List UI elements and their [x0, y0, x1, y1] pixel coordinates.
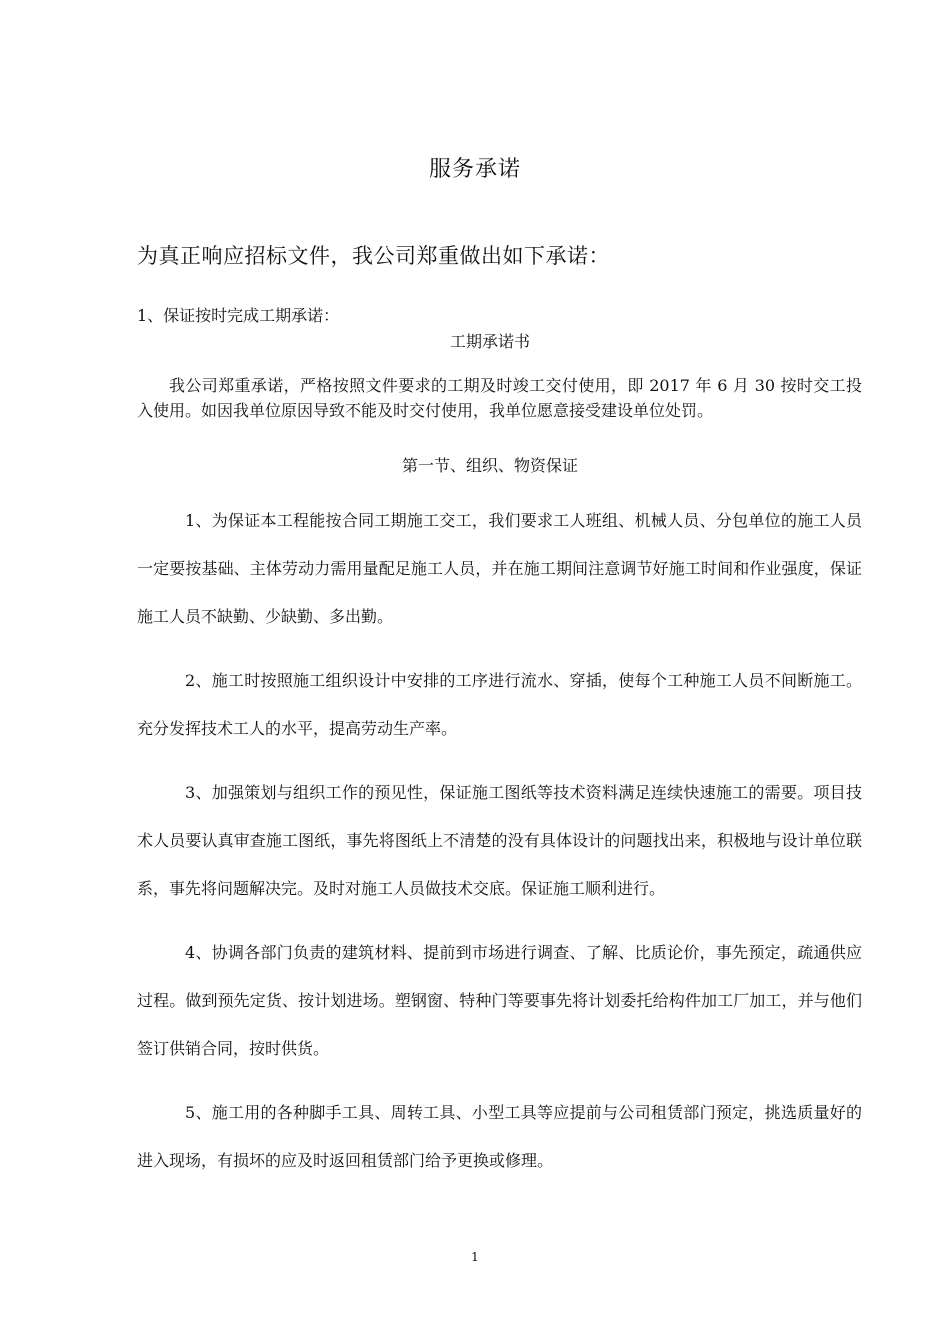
- guarantee-item-3: 3、加强策划与组织工作的预见性，保证施工图纸等技术资料满足连续快速施工的需要。项目技术人员要认真审查施工图纸，事先将图纸上不清楚的没有具体设计的问题找出来，积极地与设计单位联系，事先将问题解决完。及时对施工人员做技术交底。保证施工顺利进行。: [137, 783, 862, 898]
- pledge-paragraph: 我公司郑重承诺，严格按照文件要求的工期及时竣工交付使用，即 2017 年 6 月 30 按时交工投入使用。如因我单位原因导致不能及时交付使用，我单位愿意接受建设单位处罚。: [137, 376, 862, 420]
- guarantee-item-4: 4、协调各部门负责的建筑材料、提前到市场进行调查、了解、比质论价，事先预定，疏通供应过程。做到预先定货、按计划进场。塑钢窗、特种门等要事先将计划委托给构件加工厂加工，并与他们签订供销合同，按时供货。: [137, 943, 862, 1058]
- guarantee-item-2: 2、施工时按照施工组织设计中安排的工序进行流水、穿插，使每个工种施工人员不间断施工。充分发挥技术工人的水平，提高劳动生产率。: [137, 671, 862, 738]
- pledge-subtitle: 工期承诺书: [449, 332, 530, 351]
- guarantee-item-5: 5、施工用的各种脚手工具、周转工具、小型工具等应提前与公司租赁部门预定，挑选质量好的进入现场，有损坏的应及时返回租赁部门给予更换或修理。: [137, 1103, 862, 1170]
- intro-statement: 为真正响应招标文件，我公司郑重做出如下承诺：: [137, 244, 610, 268]
- section-title: 第一节、组织、物资保证: [401, 456, 578, 475]
- section-heading: 1、保证按时完成工期承诺：: [137, 306, 340, 325]
- guarantee-item-1: 1、为保证本工程能按合同工期施工交工，我们要求工人班组、机械人员、分包单位的施工人员一定要按基础、主体劳动力需用量配足施工人员，并在施工期间注意调节好施工时间和作业强度，保证施工人员不缺勤、少缺勤、多出勤。: [137, 511, 862, 626]
- guarantee-items: [137, 497, 862, 1201]
- document-title: 服务承诺: [428, 157, 521, 182]
- page-number: 1: [471, 1250, 479, 1264]
